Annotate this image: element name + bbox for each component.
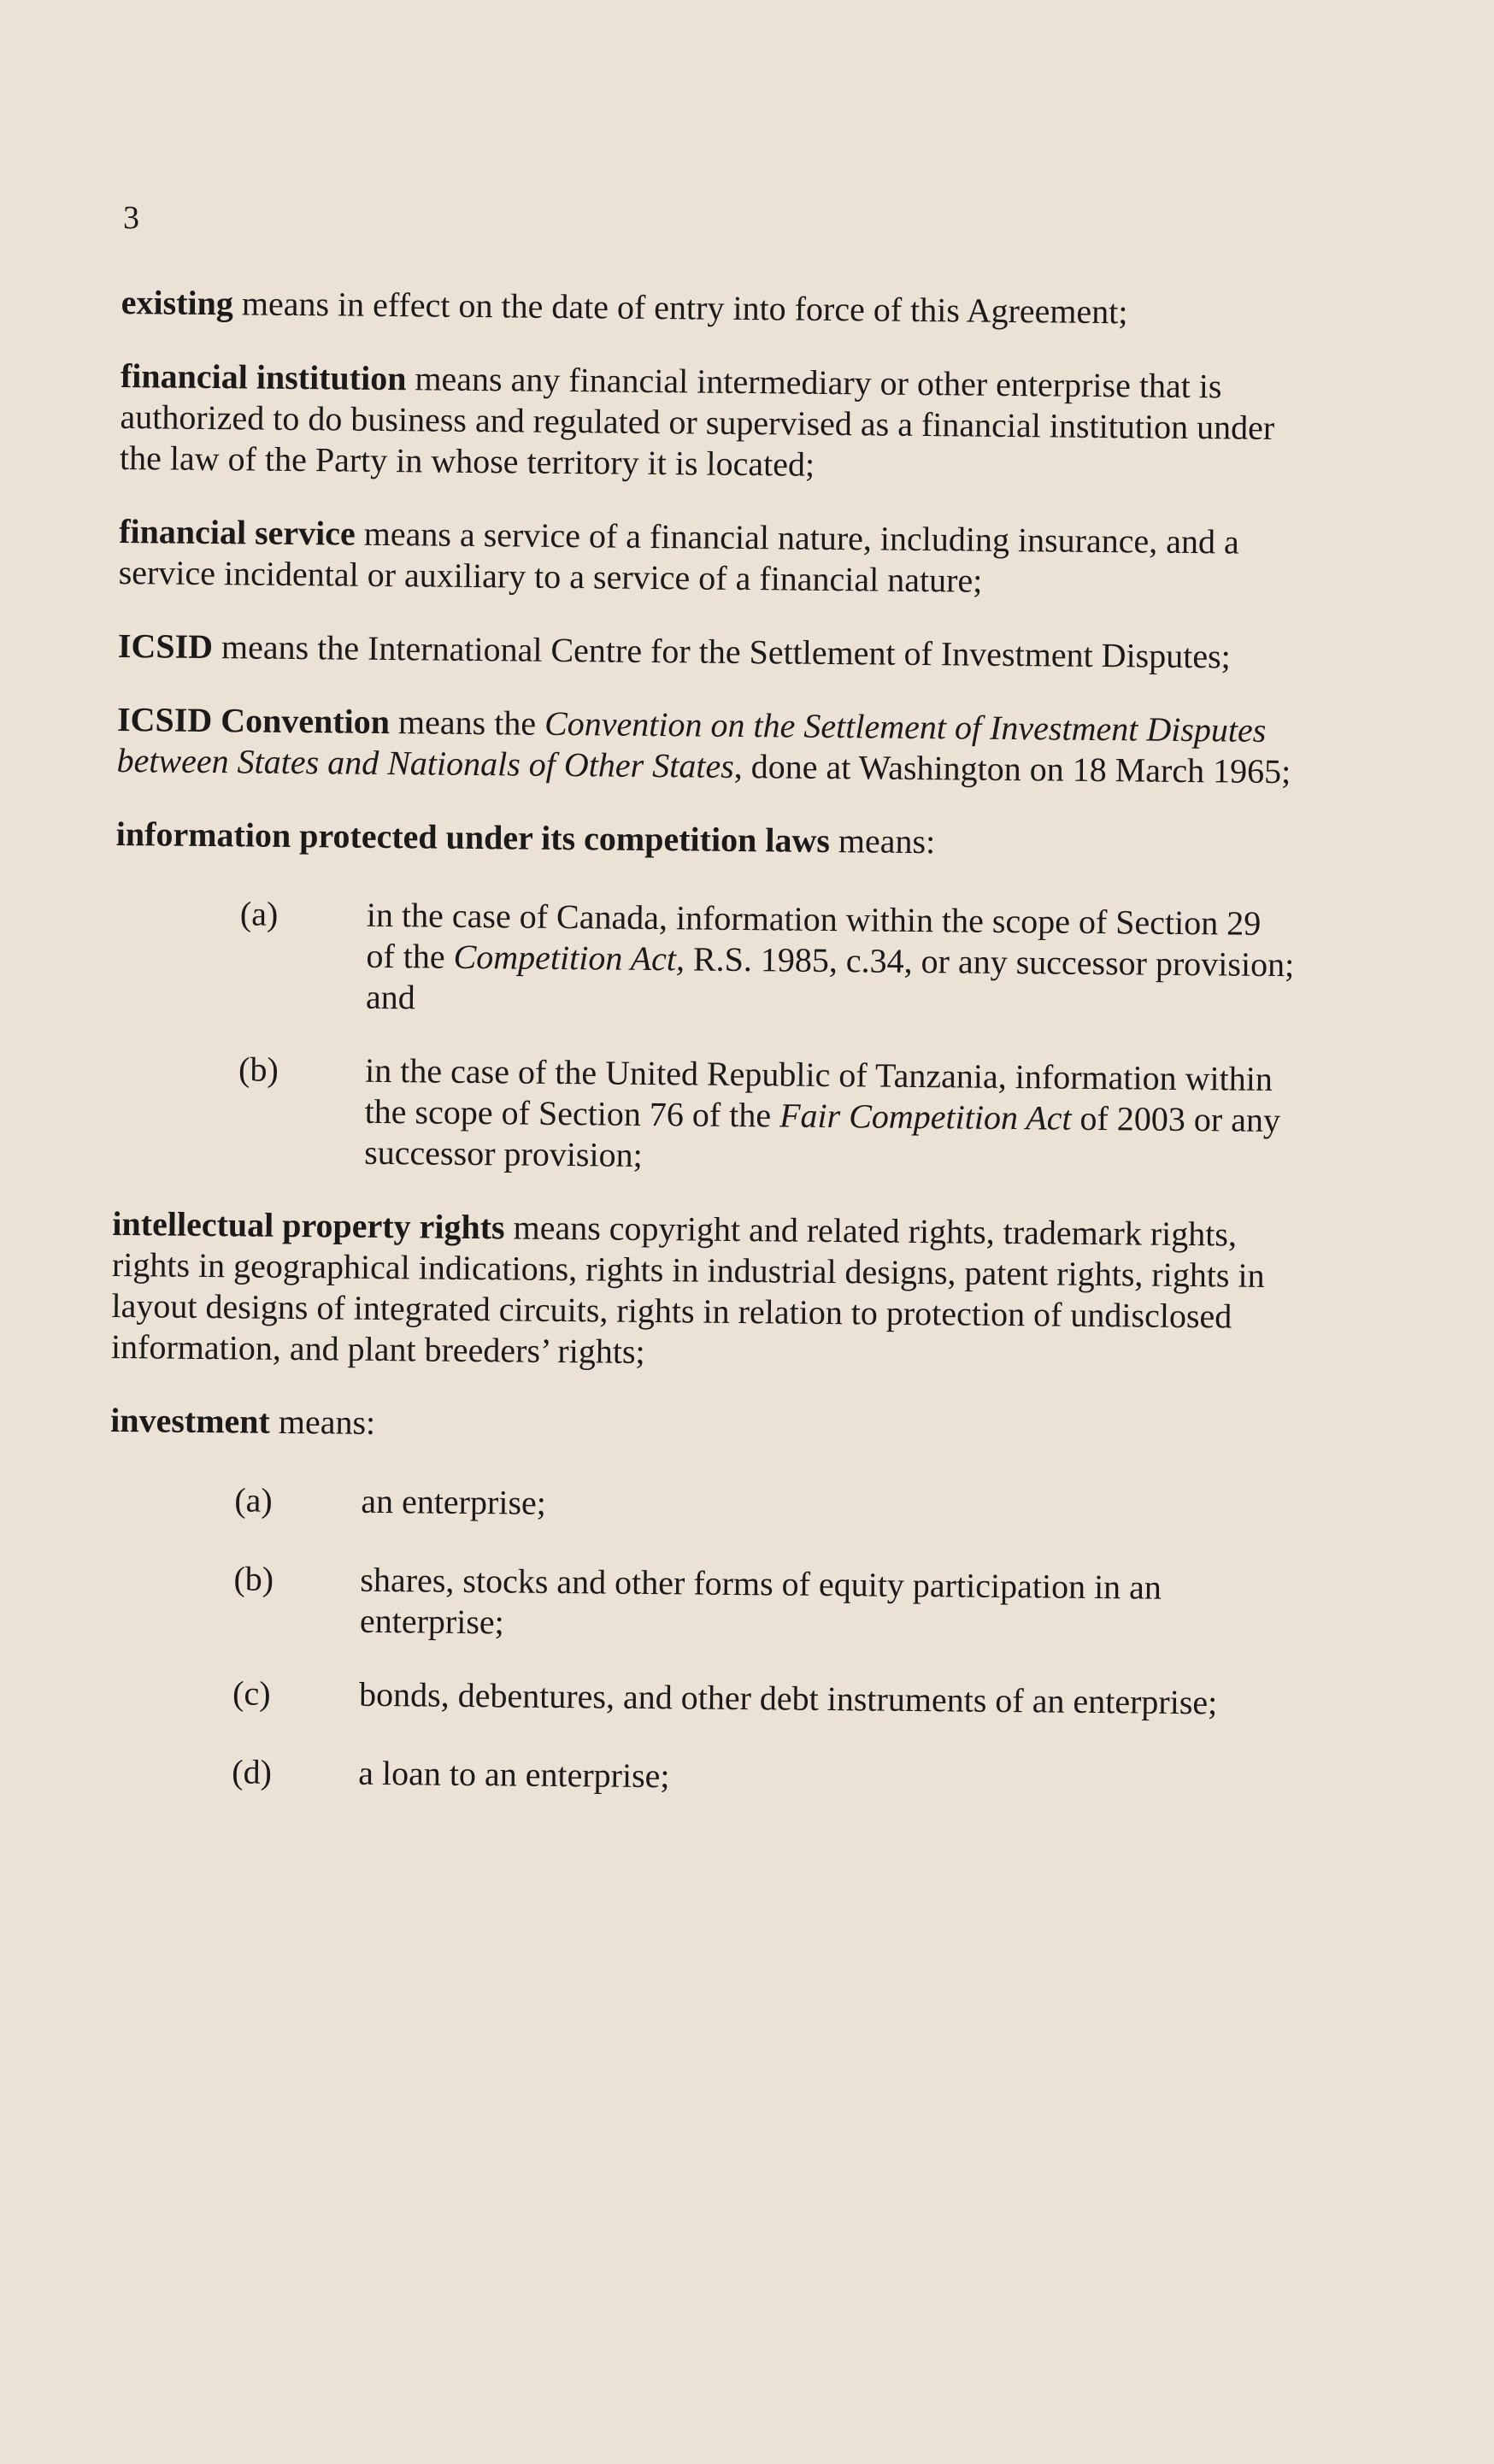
sub-item-marker: (b)	[233, 1559, 274, 1598]
definition-term: ICSID	[117, 626, 214, 667]
page-number: 3	[123, 200, 139, 236]
definition-text: means:	[829, 820, 936, 862]
definition-term: intellectual property rights	[112, 1203, 505, 1247]
definition-text: means:	[269, 1402, 376, 1442]
definition-intellectual-property-rights	[111, 1203, 1292, 1379]
definition-text: means the International Centre for the Settlement of Investment Disputes;	[212, 627, 1232, 676]
sub-item-text-part: of 2003 or any successor provision;	[364, 1098, 1281, 1174]
definition-text: means any financial intermediary or other enterprise that is authorized to do business and regulated or supervised as a financial institution under the law of the Party in whose territory it is located;	[119, 359, 1275, 484]
definition-term: ICSID Convention	[116, 699, 391, 742]
definition-financial-institution	[120, 356, 1300, 490]
act-title: Competition Act,	[453, 937, 685, 979]
sub-item-marker: (b)	[238, 1050, 279, 1089]
definition-term: financial service	[118, 511, 356, 553]
sub-item-text: bonds, debentures, and other debt instruments of an enterprise;	[358, 1674, 1218, 1722]
sub-item	[107, 1750, 1286, 1802]
definition-investment	[110, 1400, 1290, 1452]
definition-information-protected	[116, 814, 1296, 866]
sub-item	[109, 1557, 1289, 1650]
sub-item-marker: (d)	[232, 1752, 273, 1791]
definition-text: means the	[389, 703, 545, 743]
sub-item-text	[366, 895, 1295, 1026]
sub-item-text-part: R.S. 1985, c.34, or any successor provision; and	[365, 939, 1295, 1017]
sub-item-text: an enterprise;	[361, 1481, 547, 1522]
sub-item	[109, 1479, 1289, 1531]
sub-item	[113, 1048, 1293, 1182]
definitions-body	[107, 282, 1301, 1835]
definition-term: financial institution	[120, 356, 407, 398]
definition-term: information protected under its competition laws	[115, 814, 831, 860]
sub-item-text	[364, 1050, 1293, 1182]
sub-item-text-part: in the case of the United Republic of Tanzania, information within the scope of Section 76 of the	[364, 1050, 1273, 1135]
sub-item-text-part: in the case of Canada, information within the scope of Section 29 of the	[366, 895, 1262, 976]
definition-text: means in effect on the date of entry into force of this Agreement;	[232, 284, 1128, 332]
sub-item-text: shares, stocks and other forms of equity participation in an enterprise;	[359, 1560, 1162, 1642]
definition-financial-service	[119, 511, 1299, 604]
definition-text: means copyright and related rights, trademark rights, rights in geographical indications, rights in industrial designs, patent rights, rights in layout designs of integrated circuits, rights in relation to protection of undisclosed information, and plant breeders’ rights;	[110, 1208, 1265, 1371]
sub-item	[108, 1672, 1287, 1724]
convention-title: Convention on the Settlement of Investment Disputes between States and Nationals of Other States	[116, 703, 1267, 785]
definition-text: , done at Washington on 18 March 1965;	[733, 746, 1291, 791]
sub-item-marker: (a)	[239, 894, 279, 933]
definition-icsid-convention	[116, 699, 1297, 792]
definition-existing	[121, 282, 1301, 334]
definition-term: investment	[110, 1400, 271, 1441]
act-title: Fair Competition Act	[779, 1096, 1072, 1138]
sub-item-marker: (c)	[232, 1673, 271, 1713]
definition-icsid	[118, 626, 1297, 678]
sub-item-text: a loan to an enterprise;	[358, 1753, 670, 1796]
sub-item-marker: (a)	[234, 1480, 273, 1520]
definition-term: existing	[121, 282, 234, 323]
definition-text: means a service of a financial nature, including insurance, and a service incidental or auxiliary to a service of a financial nature;	[118, 514, 1239, 600]
sub-item	[115, 892, 1295, 1026]
